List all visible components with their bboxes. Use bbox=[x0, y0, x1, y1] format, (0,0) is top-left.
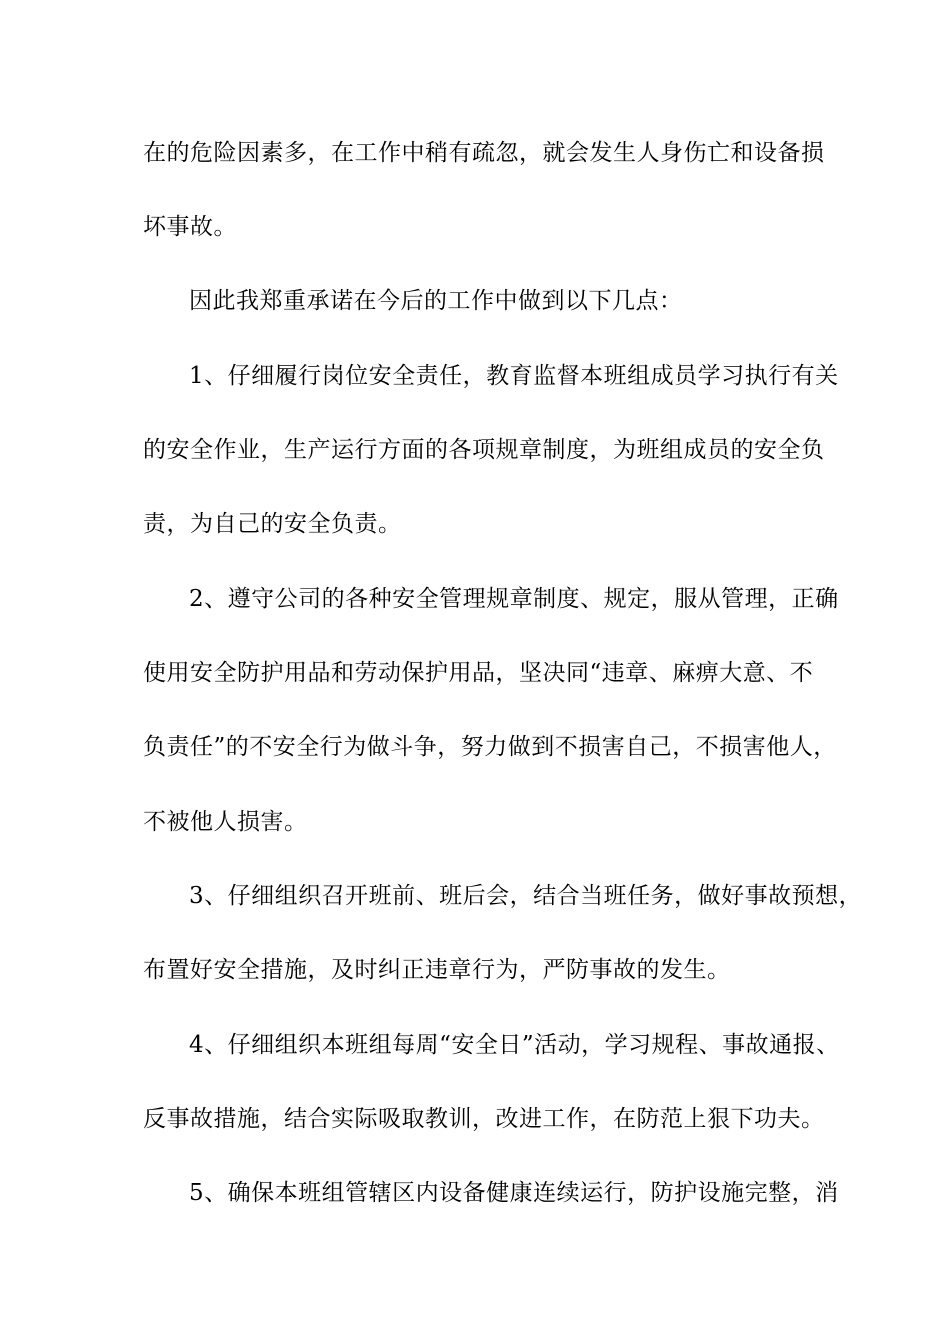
item-2-line: 负责任”的不安全行为做斗争，努力做到不损害自己，不损害他人， bbox=[143, 734, 837, 760]
item-1-line: 的安全作业，生产运行方面的各项规章制度，为班组成员的安全负 bbox=[143, 437, 825, 463]
text-line: 坏事故。 bbox=[143, 214, 237, 240]
item-1-line: 1、仔细履行岗位安全责任，教育监督本班组成员学习执行有关 bbox=[189, 363, 839, 389]
item-2-line: 不被他人损害。 bbox=[143, 809, 308, 835]
item-1-line: 责，为自己的安全负责。 bbox=[143, 511, 402, 537]
item-4-line: 4、仔细组织本班组每周“安全日”活动，学习规程、事故通报、 bbox=[189, 1032, 840, 1058]
item-5-line: 5、确保本班组管辖区内设备健康连续运行，防护设施完整，消 bbox=[189, 1180, 839, 1206]
paragraph-intro: 因此我郑重承诺在今后的工作中做到以下几点： bbox=[189, 288, 683, 314]
text-line: 在的危险因素多，在工作中稍有疏忽，就会发生人身伤亡和设备损 bbox=[143, 140, 825, 166]
item-2-line: 使用安全防护用品和劳动保护用品，坚决同“违章、麻痹大意、不 bbox=[143, 660, 814, 686]
item-4-line: 反事故措施，结合实际吸取教训，改进工作，在防范上狠下功夫。 bbox=[143, 1106, 825, 1132]
item-3-line: 3、仔细组织召开班前、班后会，结合当班任务，做好事故预想， bbox=[189, 883, 863, 909]
item-2-line: 2、遵守公司的各种安全管理规章制度、规定，服从管理，正确 bbox=[189, 586, 839, 612]
item-3-line: 布置好安全措施，及时纠正违章行为，严防事故的发生。 bbox=[143, 957, 731, 983]
